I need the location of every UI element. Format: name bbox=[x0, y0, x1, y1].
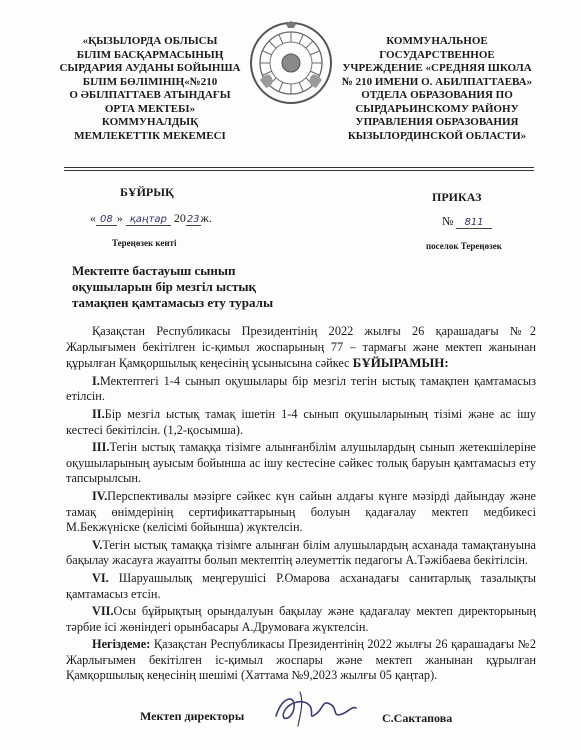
basis-paragraph bbox=[66, 637, 536, 684]
item-text: Осы бұйрықтың орындалуын бақылау және қадағалау мектеп директорының тәрбие ісі жөніндегі орынбасары А.Друмоваға жүктелсін. bbox=[66, 604, 536, 634]
state-emblem-icon bbox=[248, 20, 334, 106]
item-text: Тегін ыстық тамаққа тізімге алынған білім алушылардың асханада тамақтануына бақылау жасауға жауапты болып мектептің әлеуметтік педагогы А.Тәжібаева бекітілсін. bbox=[66, 537, 536, 568]
item-number: V. bbox=[92, 537, 103, 552]
subject-line: оқушыларын бір мезгіл ыстық bbox=[72, 279, 256, 294]
handwritten-signature-icon bbox=[270, 686, 360, 730]
subject-line: тамақпен қамтамасыз ету туралы bbox=[72, 295, 274, 310]
order-item bbox=[66, 407, 536, 438]
place-russian: поселок Тереңөзек bbox=[426, 241, 502, 251]
item-number: I. bbox=[92, 373, 100, 388]
header-kaz-line: «ҚЫЗЫЛОРДА ОБЛЫСЫ bbox=[82, 35, 218, 47]
header-rus-line: ГОСУДАРСТВЕННОЕ bbox=[379, 48, 495, 61]
subject-line: Мектепте бастауыш сынып bbox=[72, 263, 236, 278]
header-russian bbox=[337, 35, 537, 143]
place-kazakh: Тереңөзек кенті bbox=[112, 238, 177, 248]
header-kaz-line: БІЛІМ БӨЛІМІНІҢ«№210 bbox=[82, 75, 218, 88]
date-suffix: ж. bbox=[200, 211, 212, 225]
preamble-paragraph bbox=[66, 324, 536, 372]
order-item bbox=[66, 571, 536, 602]
order-subject bbox=[72, 263, 302, 311]
header-rus-line: КЫЗЫЛОРДИНСКОЙ ОБЛАСТИ» bbox=[347, 129, 527, 142]
order-item bbox=[66, 604, 536, 635]
header-kaz-line: О ӘБІЛПАТТАЕВ АТЫНДАҒЫ bbox=[69, 89, 231, 101]
date-open-quote: « bbox=[90, 211, 96, 225]
number-sign: № bbox=[442, 214, 454, 228]
header-rus-line: № 210 ИМЕНИ О. АБИЛПАТТАЕВА» bbox=[341, 75, 533, 88]
order-title-kazakh: БҰЙРЫҚ bbox=[120, 185, 174, 199]
header-kaz-line: МЕМЛЕКЕТТІК МЕКЕМЕСІ bbox=[74, 129, 226, 142]
item-text: Тегін ыстық тамаққа тізімге алынғанбілім алушылардың сынып жетекшілеріне оқушыларының ауысым бойынша ас ішу кестесіне сәйкес толық баруын қамтамасыз ету тапсырылсын. bbox=[66, 440, 536, 486]
basis-text: Қазақстан Республикасы Президентінің 2022 жылғы 26 қарашадағы №2 Жарлығымен бекітілген іс-қимыл жоспары және мектеп жанынан құрылған Қамқоршылық кеңесінің шешімі (Хаттама №9,2023 жылғы 05 қаңтар). bbox=[66, 637, 536, 683]
header-kazakh bbox=[50, 35, 250, 143]
header-kaz-line: ОРТА МЕКТЕБІ» bbox=[104, 102, 196, 115]
date-year-prefix: 20 bbox=[173, 211, 186, 225]
item-text: Шаруашылық меңгерушісі Р.Омарова асханадағы санитарлық тазалықты қамтамасыз етсін. bbox=[66, 570, 536, 601]
date-month-handwritten: қаңтар bbox=[126, 214, 171, 226]
header-rus-line: СЫРДАРЬИНСКОМУ РАЙОНУ bbox=[355, 102, 519, 115]
order-title-russian: ПРИКАЗ bbox=[432, 190, 482, 204]
item-text: Перспективалы мәзірге сәйкес күн сайын алдағы күнге мәзірді дайындау және тамақ өнімдерінің сертификаттарының болуын қадағалау мектеп медбикесі М.Бекжүніске (келісімі бойынша) жүктелсін. bbox=[66, 488, 536, 535]
item-number: IV. bbox=[92, 488, 108, 503]
order-body bbox=[66, 324, 536, 686]
header-kaz-line: СЫРДАРИЯ АУДАНЫ БОЙЫНША bbox=[59, 62, 241, 74]
signatory-role: Мектеп директоры bbox=[140, 709, 245, 723]
header-rus-line: УПРАВЛЕНИЯ ОБРАЗОВАНИЯ bbox=[355, 116, 519, 128]
order-keyword: БҰЙЫРАМЫН: bbox=[352, 355, 449, 371]
item-text: Мектептегі 1-4 сынып оқушылары бір мезгіл тегін ыстық тамақпен қамтамасыз етілсін. bbox=[66, 373, 536, 404]
header-kaz-line: БІЛІМ БАСҚАРМАСЫНЫҢ bbox=[76, 48, 224, 61]
basis-label: Негіздеме: bbox=[92, 637, 151, 652]
header-rus-line: ОТДЕЛА ОБРАЗОВАНИЯ ПО bbox=[361, 89, 513, 101]
item-number: II. bbox=[92, 406, 105, 421]
date-close-quote: » bbox=[116, 211, 123, 225]
order-date bbox=[90, 211, 212, 226]
header-divider bbox=[64, 170, 534, 171]
order-number bbox=[442, 214, 492, 229]
header-divider bbox=[64, 167, 534, 168]
number-handwritten: 811 bbox=[456, 217, 491, 229]
header-rus-line: УЧРЕЖДЕНИЕ «СРЕДНЯЯ ШКОЛА bbox=[342, 62, 532, 74]
header-rus-line: КОММУНАЛЬНОЕ bbox=[386, 35, 488, 47]
date-day-handwritten: 08 bbox=[96, 214, 117, 226]
item-number: III. bbox=[92, 440, 110, 455]
date-year-handwritten: 23 bbox=[186, 214, 200, 225]
order-item bbox=[66, 374, 536, 405]
order-item bbox=[66, 440, 536, 487]
header-kaz-line: КОММУНАЛДЫҚ bbox=[101, 116, 199, 128]
signatory-name: С.Сактапова bbox=[382, 711, 453, 725]
order-item bbox=[66, 489, 536, 536]
item-number: VI. bbox=[92, 570, 109, 585]
order-item bbox=[66, 538, 536, 569]
item-text: Бір мезгіл ыстық тамақ ішетін 1-4 сынып оқушыларының тізімі және ас ішу кестесі бекітілсін. (1,2-қосымша). bbox=[66, 406, 536, 437]
preamble-text: Қазақстан Республикасы Президентінің 2022 жылғы 26 қарашадағы №2 Жарлығымен бекітілген іс-қимыл жоспарының 77 – тармағы және мектеп жанынан құрылған Қамқоршылық кеңесінің ұсынысына сәйкес bbox=[66, 324, 536, 371]
item-number: VII. bbox=[92, 604, 114, 619]
